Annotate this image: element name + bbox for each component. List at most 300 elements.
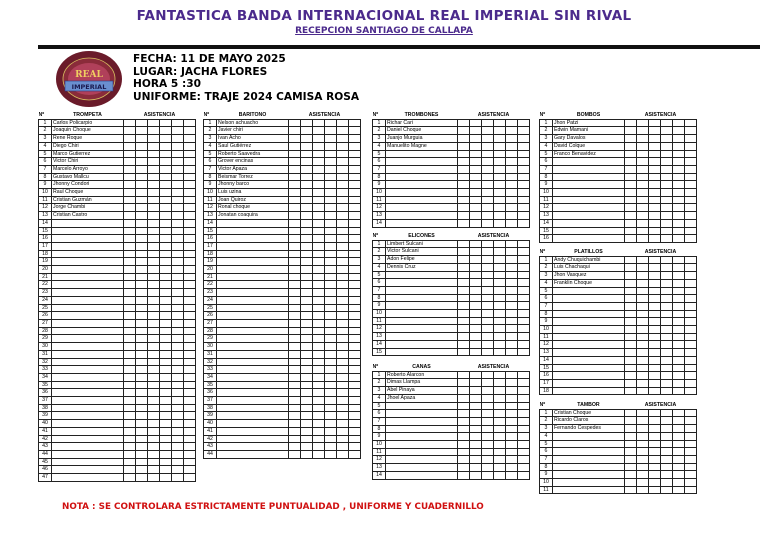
attendance-cell[interactable] (289, 312, 301, 320)
attendance-cell[interactable] (518, 240, 530, 248)
attendance-cell[interactable] (172, 327, 184, 335)
attendance-cell[interactable] (625, 310, 637, 318)
attendance-cell[interactable] (325, 189, 337, 197)
attendance-cell[interactable] (518, 119, 530, 127)
attendance-cell[interactable] (637, 364, 649, 372)
attendance-cell[interactable] (160, 289, 172, 297)
attendance-cell[interactable] (289, 142, 301, 150)
attendance-cell[interactable] (637, 227, 649, 235)
attendance-cell[interactable] (506, 379, 518, 387)
attendance-cell[interactable] (172, 381, 184, 389)
attendance-cell[interactable] (148, 204, 160, 212)
attendance-cell[interactable] (313, 173, 325, 181)
attendance-cell[interactable] (518, 271, 530, 279)
attendance-cell[interactable] (458, 333, 470, 341)
attendance-cell[interactable] (649, 272, 661, 280)
attendance-cell[interactable] (124, 296, 136, 304)
attendance-cell[interactable] (661, 356, 673, 364)
attendance-cell[interactable] (301, 373, 313, 381)
attendance-cell[interactable] (482, 165, 494, 173)
attendance-cell[interactable] (637, 189, 649, 197)
attendance-cell[interactable] (172, 312, 184, 320)
attendance-cell[interactable] (148, 296, 160, 304)
attendance-cell[interactable] (470, 263, 482, 271)
attendance-cell[interactable] (349, 235, 361, 243)
attendance-cell[interactable] (184, 381, 196, 389)
attendance-cell[interactable] (661, 165, 673, 173)
attendance-cell[interactable] (494, 212, 506, 220)
attendance-cell[interactable] (637, 219, 649, 227)
attendance-cell[interactable] (148, 281, 160, 289)
attendance-cell[interactable] (172, 242, 184, 250)
attendance-cell[interactable] (458, 464, 470, 472)
attendance-cell[interactable] (661, 204, 673, 212)
attendance-cell[interactable] (160, 381, 172, 389)
attendance-cell[interactable] (184, 466, 196, 474)
attendance-cell[interactable] (625, 318, 637, 326)
attendance-cell[interactable] (685, 302, 697, 310)
attendance-cell[interactable] (289, 281, 301, 289)
attendance-cell[interactable] (649, 295, 661, 303)
attendance-cell[interactable] (289, 412, 301, 420)
attendance-cell[interactable] (337, 227, 349, 235)
attendance-cell[interactable] (494, 402, 506, 410)
attendance-cell[interactable] (136, 235, 148, 243)
attendance-cell[interactable] (124, 412, 136, 420)
attendance-cell[interactable] (160, 404, 172, 412)
attendance-cell[interactable] (136, 119, 148, 127)
attendance-cell[interactable] (172, 397, 184, 405)
attendance-cell[interactable] (518, 417, 530, 425)
attendance-cell[interactable] (494, 204, 506, 212)
attendance-cell[interactable] (136, 319, 148, 327)
attendance-cell[interactable] (458, 271, 470, 279)
attendance-cell[interactable] (313, 358, 325, 366)
attendance-cell[interactable] (482, 317, 494, 325)
attendance-cell[interactable] (518, 410, 530, 418)
attendance-cell[interactable] (649, 486, 661, 494)
attendance-cell[interactable] (661, 127, 673, 135)
attendance-cell[interactable] (673, 341, 685, 349)
attendance-cell[interactable] (289, 373, 301, 381)
attendance-cell[interactable] (470, 425, 482, 433)
attendance-cell[interactable] (313, 135, 325, 143)
attendance-cell[interactable] (625, 287, 637, 295)
attendance-cell[interactable] (673, 127, 685, 135)
attendance-cell[interactable] (289, 135, 301, 143)
attendance-cell[interactable] (625, 158, 637, 166)
attendance-cell[interactable] (458, 379, 470, 387)
attendance-cell[interactable] (458, 310, 470, 318)
attendance-cell[interactable] (649, 471, 661, 479)
attendance-cell[interactable] (458, 256, 470, 264)
attendance-cell[interactable] (637, 432, 649, 440)
attendance-cell[interactable] (301, 404, 313, 412)
attendance-cell[interactable] (518, 456, 530, 464)
attendance-cell[interactable] (148, 150, 160, 158)
attendance-cell[interactable] (325, 319, 337, 327)
attendance-cell[interactable] (482, 410, 494, 418)
attendance-cell[interactable] (136, 150, 148, 158)
attendance-cell[interactable] (506, 340, 518, 348)
attendance-cell[interactable] (184, 474, 196, 482)
attendance-cell[interactable] (518, 402, 530, 410)
attendance-cell[interactable] (673, 425, 685, 433)
attendance-cell[interactable] (673, 310, 685, 318)
attendance-cell[interactable] (494, 240, 506, 248)
attendance-cell[interactable] (637, 356, 649, 364)
attendance-cell[interactable] (136, 142, 148, 150)
attendance-cell[interactable] (349, 412, 361, 420)
attendance-cell[interactable] (673, 181, 685, 189)
attendance-cell[interactable] (160, 420, 172, 428)
attendance-cell[interactable] (518, 441, 530, 449)
attendance-cell[interactable] (124, 327, 136, 335)
attendance-cell[interactable] (518, 333, 530, 341)
attendance-cell[interactable] (482, 212, 494, 220)
attendance-cell[interactable] (494, 196, 506, 204)
attendance-cell[interactable] (313, 443, 325, 451)
attendance-cell[interactable] (649, 463, 661, 471)
attendance-cell[interactable] (136, 358, 148, 366)
attendance-cell[interactable] (637, 349, 649, 357)
attendance-cell[interactable] (649, 409, 661, 417)
attendance-cell[interactable] (506, 219, 518, 227)
attendance-cell[interactable] (649, 196, 661, 204)
attendance-cell[interactable] (136, 135, 148, 143)
attendance-cell[interactable] (673, 196, 685, 204)
attendance-cell[interactable] (337, 196, 349, 204)
attendance-cell[interactable] (325, 427, 337, 435)
attendance-cell[interactable] (337, 404, 349, 412)
attendance-cell[interactable] (685, 471, 697, 479)
attendance-cell[interactable] (349, 142, 361, 150)
attendance-cell[interactable] (124, 443, 136, 451)
attendance-cell[interactable] (506, 302, 518, 310)
attendance-cell[interactable] (649, 279, 661, 287)
attendance-cell[interactable] (637, 165, 649, 173)
attendance-cell[interactable] (625, 302, 637, 310)
attendance-cell[interactable] (625, 387, 637, 395)
attendance-cell[interactable] (124, 242, 136, 250)
attendance-cell[interactable] (172, 219, 184, 227)
attendance-cell[interactable] (160, 474, 172, 482)
attendance-cell[interactable] (470, 394, 482, 402)
attendance-cell[interactable] (325, 227, 337, 235)
attendance-cell[interactable] (349, 427, 361, 435)
attendance-cell[interactable] (172, 335, 184, 343)
attendance-cell[interactable] (325, 196, 337, 204)
attendance-cell[interactable] (325, 443, 337, 451)
attendance-cell[interactable] (625, 227, 637, 235)
attendance-cell[interactable] (124, 427, 136, 435)
attendance-cell[interactable] (470, 310, 482, 318)
attendance-cell[interactable] (160, 150, 172, 158)
attendance-cell[interactable] (625, 127, 637, 135)
attendance-cell[interactable] (625, 295, 637, 303)
attendance-cell[interactable] (136, 474, 148, 482)
attendance-cell[interactable] (160, 319, 172, 327)
attendance-cell[interactable] (673, 356, 685, 364)
attendance-cell[interactable] (124, 204, 136, 212)
attendance-cell[interactable] (518, 135, 530, 143)
attendance-cell[interactable] (301, 196, 313, 204)
attendance-cell[interactable] (325, 296, 337, 304)
attendance-cell[interactable] (470, 256, 482, 264)
attendance-cell[interactable] (184, 242, 196, 250)
attendance-cell[interactable] (637, 302, 649, 310)
attendance-cell[interactable] (313, 427, 325, 435)
attendance-cell[interactable] (458, 433, 470, 441)
attendance-cell[interactable] (289, 327, 301, 335)
attendance-cell[interactable] (184, 304, 196, 312)
attendance-cell[interactable] (482, 279, 494, 287)
attendance-cell[interactable] (313, 196, 325, 204)
attendance-cell[interactable] (470, 402, 482, 410)
attendance-cell[interactable] (160, 165, 172, 173)
attendance-cell[interactable] (494, 394, 506, 402)
attendance-cell[interactable] (506, 181, 518, 189)
attendance-cell[interactable] (637, 135, 649, 143)
attendance-cell[interactable] (160, 350, 172, 358)
attendance-cell[interactable] (518, 348, 530, 356)
attendance-cell[interactable] (349, 358, 361, 366)
attendance-cell[interactable] (313, 373, 325, 381)
attendance-cell[interactable] (337, 181, 349, 189)
attendance-cell[interactable] (506, 142, 518, 150)
attendance-cell[interactable] (649, 173, 661, 181)
attendance-cell[interactable] (458, 410, 470, 418)
attendance-cell[interactable] (482, 181, 494, 189)
attendance-cell[interactable] (184, 273, 196, 281)
attendance-cell[interactable] (458, 150, 470, 158)
attendance-cell[interactable] (289, 127, 301, 135)
attendance-cell[interactable] (313, 189, 325, 197)
attendance-cell[interactable] (325, 204, 337, 212)
attendance-cell[interactable] (301, 443, 313, 451)
attendance-cell[interactable] (337, 158, 349, 166)
attendance-cell[interactable] (124, 381, 136, 389)
attendance-cell[interactable] (349, 219, 361, 227)
attendance-cell[interactable] (148, 343, 160, 351)
attendance-cell[interactable] (494, 371, 506, 379)
attendance-cell[interactable] (673, 463, 685, 471)
attendance-cell[interactable] (124, 266, 136, 274)
attendance-cell[interactable] (685, 279, 697, 287)
attendance-cell[interactable] (184, 165, 196, 173)
attendance-cell[interactable] (661, 448, 673, 456)
attendance-cell[interactable] (482, 433, 494, 441)
attendance-cell[interactable] (184, 420, 196, 428)
attendance-cell[interactable] (136, 258, 148, 266)
attendance-cell[interactable] (289, 173, 301, 181)
attendance-cell[interactable] (458, 417, 470, 425)
attendance-cell[interactable] (494, 158, 506, 166)
attendance-cell[interactable] (494, 256, 506, 264)
attendance-cell[interactable] (470, 325, 482, 333)
attendance-cell[interactable] (625, 349, 637, 357)
attendance-cell[interactable] (124, 227, 136, 235)
attendance-cell[interactable] (349, 343, 361, 351)
attendance-cell[interactable] (172, 474, 184, 482)
attendance-cell[interactable] (124, 135, 136, 143)
attendance-cell[interactable] (148, 389, 160, 397)
attendance-cell[interactable] (301, 212, 313, 220)
attendance-cell[interactable] (506, 310, 518, 318)
attendance-cell[interactable] (184, 373, 196, 381)
attendance-cell[interactable] (301, 189, 313, 197)
attendance-cell[interactable] (506, 456, 518, 464)
attendance-cell[interactable] (136, 181, 148, 189)
attendance-cell[interactable] (136, 412, 148, 420)
attendance-cell[interactable] (518, 302, 530, 310)
attendance-cell[interactable] (313, 150, 325, 158)
attendance-cell[interactable] (685, 256, 697, 264)
attendance-cell[interactable] (184, 204, 196, 212)
attendance-cell[interactable] (184, 412, 196, 420)
attendance-cell[interactable] (518, 142, 530, 150)
attendance-cell[interactable] (337, 281, 349, 289)
attendance-cell[interactable] (160, 158, 172, 166)
attendance-cell[interactable] (625, 212, 637, 220)
attendance-cell[interactable] (289, 181, 301, 189)
attendance-cell[interactable] (518, 448, 530, 456)
attendance-cell[interactable] (661, 310, 673, 318)
attendance-cell[interactable] (673, 302, 685, 310)
attendance-cell[interactable] (494, 425, 506, 433)
attendance-cell[interactable] (172, 350, 184, 358)
attendance-cell[interactable] (148, 189, 160, 197)
attendance-cell[interactable] (661, 417, 673, 425)
attendance-cell[interactable] (289, 450, 301, 458)
attendance-cell[interactable] (649, 379, 661, 387)
attendance-cell[interactable] (301, 296, 313, 304)
attendance-cell[interactable] (313, 312, 325, 320)
attendance-cell[interactable] (458, 456, 470, 464)
attendance-cell[interactable] (148, 466, 160, 474)
attendance-cell[interactable] (124, 173, 136, 181)
attendance-cell[interactable] (482, 263, 494, 271)
attendance-cell[interactable] (506, 286, 518, 294)
attendance-cell[interactable] (661, 440, 673, 448)
attendance-cell[interactable] (470, 410, 482, 418)
attendance-cell[interactable] (172, 435, 184, 443)
attendance-cell[interactable] (289, 343, 301, 351)
attendance-cell[interactable] (289, 196, 301, 204)
attendance-cell[interactable] (184, 289, 196, 297)
attendance-cell[interactable] (494, 219, 506, 227)
attendance-cell[interactable] (661, 463, 673, 471)
attendance-cell[interactable] (349, 242, 361, 250)
attendance-cell[interactable] (184, 189, 196, 197)
attendance-cell[interactable] (625, 463, 637, 471)
attendance-cell[interactable] (148, 450, 160, 458)
attendance-cell[interactable] (470, 271, 482, 279)
attendance-cell[interactable] (136, 212, 148, 220)
attendance-cell[interactable] (160, 327, 172, 335)
attendance-cell[interactable] (325, 373, 337, 381)
attendance-cell[interactable] (136, 189, 148, 197)
attendance-cell[interactable] (172, 142, 184, 150)
attendance-cell[interactable] (506, 150, 518, 158)
attendance-cell[interactable] (685, 448, 697, 456)
attendance-cell[interactable] (661, 379, 673, 387)
attendance-cell[interactable] (325, 242, 337, 250)
attendance-cell[interactable] (649, 204, 661, 212)
attendance-cell[interactable] (625, 264, 637, 272)
attendance-cell[interactable] (506, 387, 518, 395)
attendance-cell[interactable] (160, 358, 172, 366)
attendance-cell[interactable] (289, 119, 301, 127)
attendance-cell[interactable] (458, 387, 470, 395)
attendance-cell[interactable] (625, 379, 637, 387)
attendance-cell[interactable] (160, 397, 172, 405)
attendance-cell[interactable] (482, 340, 494, 348)
attendance-cell[interactable] (124, 466, 136, 474)
attendance-cell[interactable] (289, 335, 301, 343)
attendance-cell[interactable] (673, 432, 685, 440)
attendance-cell[interactable] (494, 165, 506, 173)
attendance-cell[interactable] (325, 173, 337, 181)
attendance-cell[interactable] (685, 227, 697, 235)
attendance-cell[interactable] (637, 372, 649, 380)
attendance-cell[interactable] (685, 158, 697, 166)
attendance-cell[interactable] (649, 127, 661, 135)
attendance-cell[interactable] (349, 443, 361, 451)
attendance-cell[interactable] (458, 371, 470, 379)
attendance-cell[interactable] (184, 196, 196, 204)
attendance-cell[interactable] (625, 135, 637, 143)
attendance-cell[interactable] (458, 212, 470, 220)
attendance-cell[interactable] (337, 381, 349, 389)
attendance-cell[interactable] (673, 364, 685, 372)
attendance-cell[interactable] (506, 333, 518, 341)
attendance-cell[interactable] (184, 142, 196, 150)
attendance-cell[interactable] (458, 279, 470, 287)
attendance-cell[interactable] (458, 240, 470, 248)
attendance-cell[interactable] (661, 196, 673, 204)
attendance-cell[interactable] (313, 450, 325, 458)
attendance-cell[interactable] (661, 372, 673, 380)
attendance-cell[interactable] (673, 448, 685, 456)
attendance-cell[interactable] (148, 304, 160, 312)
attendance-cell[interactable] (301, 335, 313, 343)
attendance-cell[interactable] (325, 327, 337, 335)
attendance-cell[interactable] (482, 441, 494, 449)
attendance-cell[interactable] (124, 212, 136, 220)
attendance-cell[interactable] (506, 240, 518, 248)
attendance-cell[interactable] (482, 425, 494, 433)
attendance-cell[interactable] (458, 263, 470, 271)
attendance-cell[interactable] (482, 333, 494, 341)
attendance-cell[interactable] (649, 181, 661, 189)
attendance-cell[interactable] (160, 196, 172, 204)
attendance-cell[interactable] (458, 448, 470, 456)
attendance-cell[interactable] (184, 158, 196, 166)
attendance-cell[interactable] (325, 150, 337, 158)
attendance-cell[interactable] (124, 319, 136, 327)
attendance-cell[interactable] (184, 250, 196, 258)
attendance-cell[interactable] (661, 287, 673, 295)
attendance-cell[interactable] (124, 196, 136, 204)
attendance-cell[interactable] (337, 266, 349, 274)
attendance-cell[interactable] (337, 412, 349, 420)
attendance-cell[interactable] (337, 273, 349, 281)
attendance-cell[interactable] (458, 394, 470, 402)
attendance-cell[interactable] (160, 258, 172, 266)
attendance-cell[interactable] (482, 310, 494, 318)
attendance-cell[interactable] (685, 326, 697, 334)
